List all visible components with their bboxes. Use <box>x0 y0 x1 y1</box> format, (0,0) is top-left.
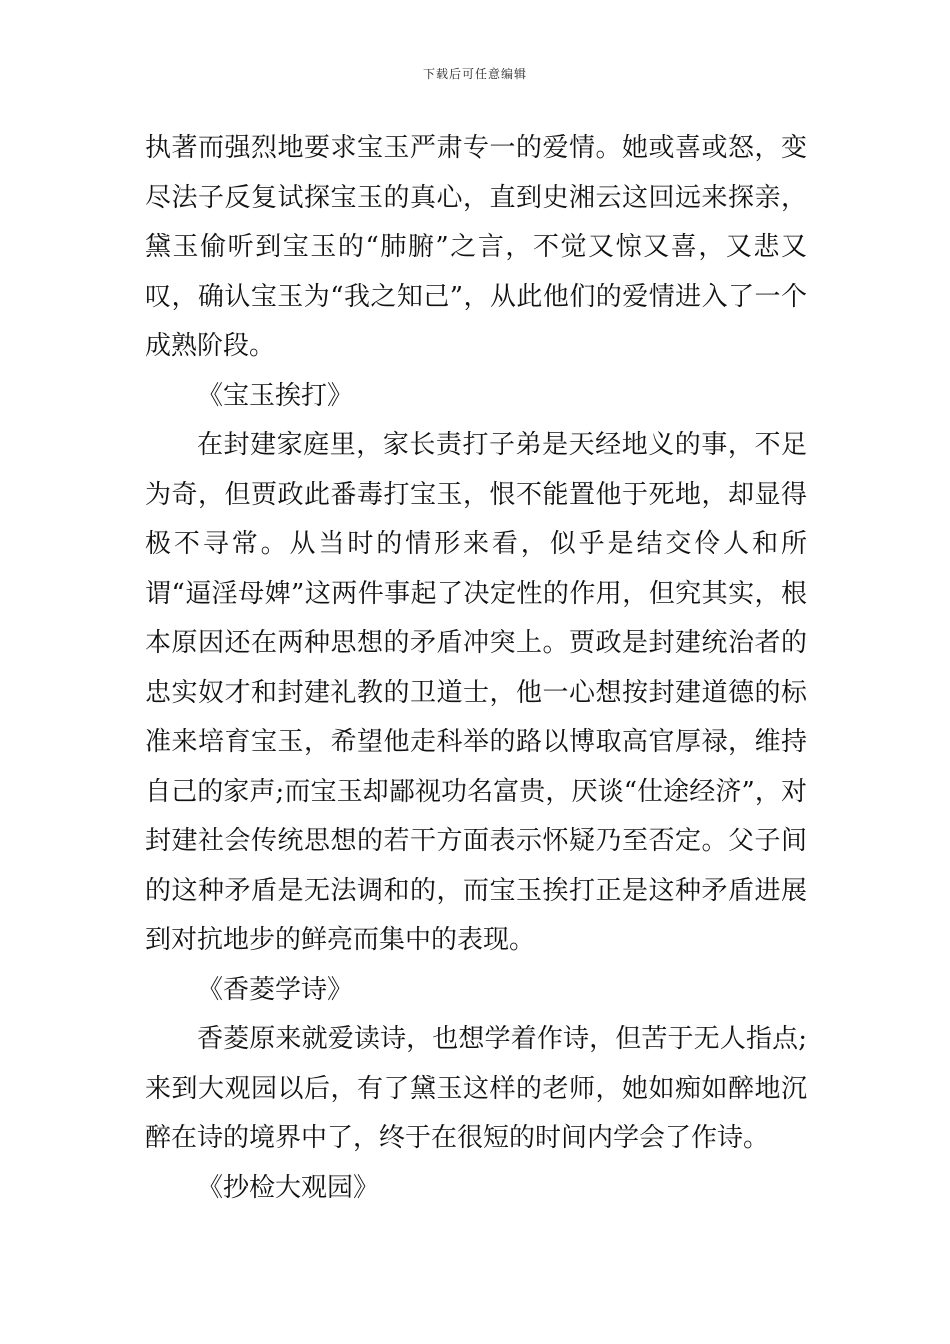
section-title-garden-search: 《抄检大观园》 <box>197 1172 380 1203</box>
paragraph-xiangling-poetry: 香菱原来就爱读诗，也想学着作诗，但苦于无人指点;来到大观园以后，有了黛玉这样的老师，她如痴如醉地沉醉在诗的境界中了，终于在很短的时间内学会了作诗。 <box>145 1024 807 1153</box>
section-title-baoyu-beaten: 《宝玉挨打》 <box>197 380 354 411</box>
page-header: 下载后可任意编辑 <box>422 67 527 81</box>
section-title-xiangling-poetry: 《香菱学诗》 <box>197 974 354 1005</box>
paragraph-baoyu-beaten: 在封建家庭里，家长责打子弟是天经地义的事，不足为奇，但贾政此番毒打宝玉，恨不能置他于死地，却显得极不寻常。从当时的情形来看，似乎是结交伶人和所谓“逼淫母婢”这两件事起了决定性的作用，但究其实，根本原因还在两种思想的矛盾冲突上。贾政是封建统治者的忠实奴才和封建礼教的卫道士，他一心想按封建道德的标准来培育宝玉，希望他走科举的路以博取高官厚禄，维持自己的家声;而宝玉却鄙视功名富贵，厌谈“仕途经济”，对封建社会传统思想的若干方面表示怀疑乃至否定。父子间的这种矛盾是无法调和的，而宝玉挨打正是这种矛盾进展到对抗地步的鲜亮而集中的表现。 <box>145 430 807 955</box>
paragraph-daiyu-love: 执著而强烈地要求宝玉严肃专一的爱情。她或喜或怒，变尽法子反复试探宝玉的真心，直到史湘云这回远来探亲，黛玉偷听到宝玉的“肺腑”之言，不觉又惊又喜，又悲又叹，确认宝玉为“我之知己”，从此他们的爱情进入了一个成熟阶段。 <box>145 133 807 361</box>
document-body <box>145 124 807 1213</box>
